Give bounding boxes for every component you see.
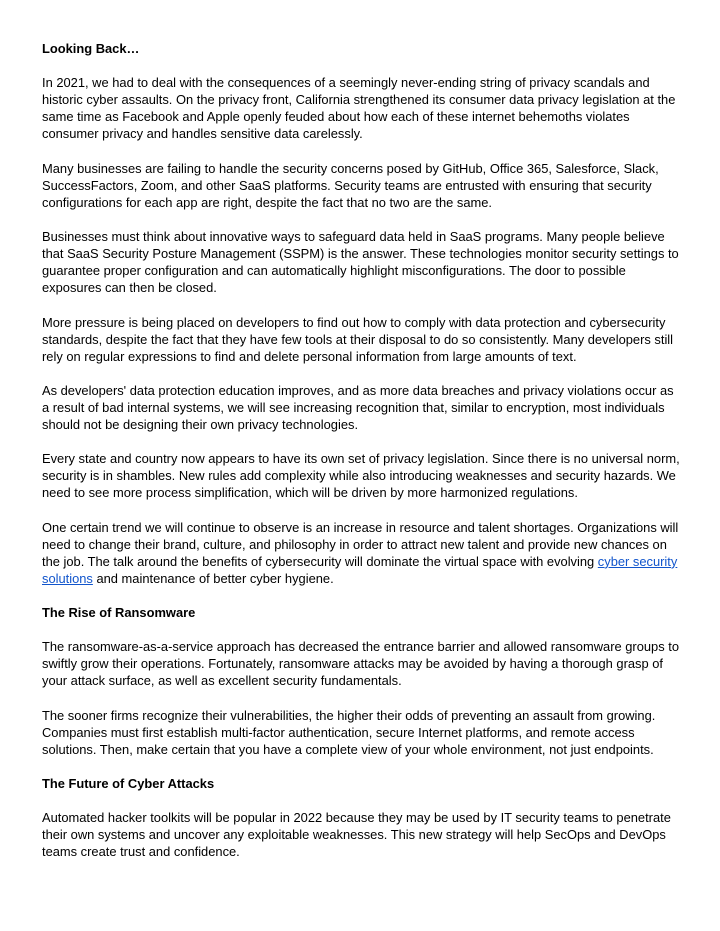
paragraph-saas-platforms: Many businesses are failing to handle the security concerns posed by GitHub, Office 365, Salesforce, Slack, SuccessFactors, Zoom, and other SaaS platforms. Security teams are entrusted with ensuring that security configurations for each app are right, despite the fact that no two are the same. [42, 160, 659, 210]
paragraph-privacy-education: As developers' data protection education improves, and as more data breaches and privacy violations occur as a result of bad internal systems, we will see increasing recognition that, similar to encryption, most individuals should not be designing their own privacy technologies. [42, 382, 674, 433]
paragraph-text-after-link: and maintenance of better cyber hygiene. [92, 570, 334, 586]
cyber-security-solutions-link[interactable]: cyber security solutions [42, 553, 678, 586]
section-heading-ransomware: The Rise of Ransomware [42, 605, 196, 621]
section-heading-looking-back: Looking Back… [42, 41, 140, 56]
paragraph-hacker-toolkits: Automated hacker toolkits will be popular in 2022 because they may be used by IT security teams to penetrate their own systems and uncover any exploitable weaknesses. This new strategy will help SecOps and DevOps teams create trust and confidence. [42, 810, 671, 860]
paragraph-developers-pressure: More pressure is being placed on developers to find out how to comply with data protection and cybersecurity standards, despite the fact that they have few tools at their disposal to do so consistently. Many developers still rely on regular expressions to find and delete personal information from large amounts of text. [42, 314, 674, 364]
section-heading-future-attacks: The Future of Cyber Attacks [42, 776, 215, 792]
paragraph-2021-privacy: In 2021, we had to deal with the consequences of a seemingly never-ending string of privacy scandals and historic cyber assaults. On the privacy front, California strengthened its consumer data privacy legislation at the same time as Facebook and Apple openly feuded about how each of these internet behemoths violates consumer privacy and handles sensitive data carelessly. [42, 75, 676, 142]
paragraph-vulnerabilities: The sooner firms recognize their vulnerabilities, the higher their odds of preventing an assault from growing. Companies must first establish multi-factor authentication, secure Internet platforms, and remote access solutions. Then, make certain that you have a complete view of your whole environment, not just endpoints. [42, 707, 656, 757]
document-page [42, 40, 682, 878]
paragraph-privacy-legislation: Every state and country now appears to have its own set of privacy legislation. Since there is no universal norm, security is in shambles. New rules add complexity while also introducing weaknesses and security hazards. We need to see more process simplification, which will be driven by more harmonized regulations. [42, 451, 680, 501]
paragraph-talent-shortage [42, 519, 682, 587]
paragraph-text-before-link: One certain trend we will continue to observe is an increase in resource and talent shortages. Organizations will need to change their brand, culture, and philosophy in order to attract new talent and provide new chances on the job. The talk around the benefits of cybersecurity will dominate the virtual space with evolving [42, 519, 679, 569]
paragraph-ransomware-as-a-service: The ransomware-as-a-service approach has decreased the entrance barrier and allowed ransomware groups to swiftly grow their operations. Fortunately, ransomware attacks may be avoided by having a thorough grasp of your attack surface, as well as excellent security fundamentals. [42, 639, 679, 689]
paragraph-sspm: Businesses must think about innovative ways to safeguard data held in SaaS programs. Many people believe that SaaS Security Posture Management (SSPM) is the answer. These technologies monitor security settings to guarantee proper configuration and can automatically highlight misconfigurations. The door to possible exposures can then be closed. [42, 229, 679, 296]
